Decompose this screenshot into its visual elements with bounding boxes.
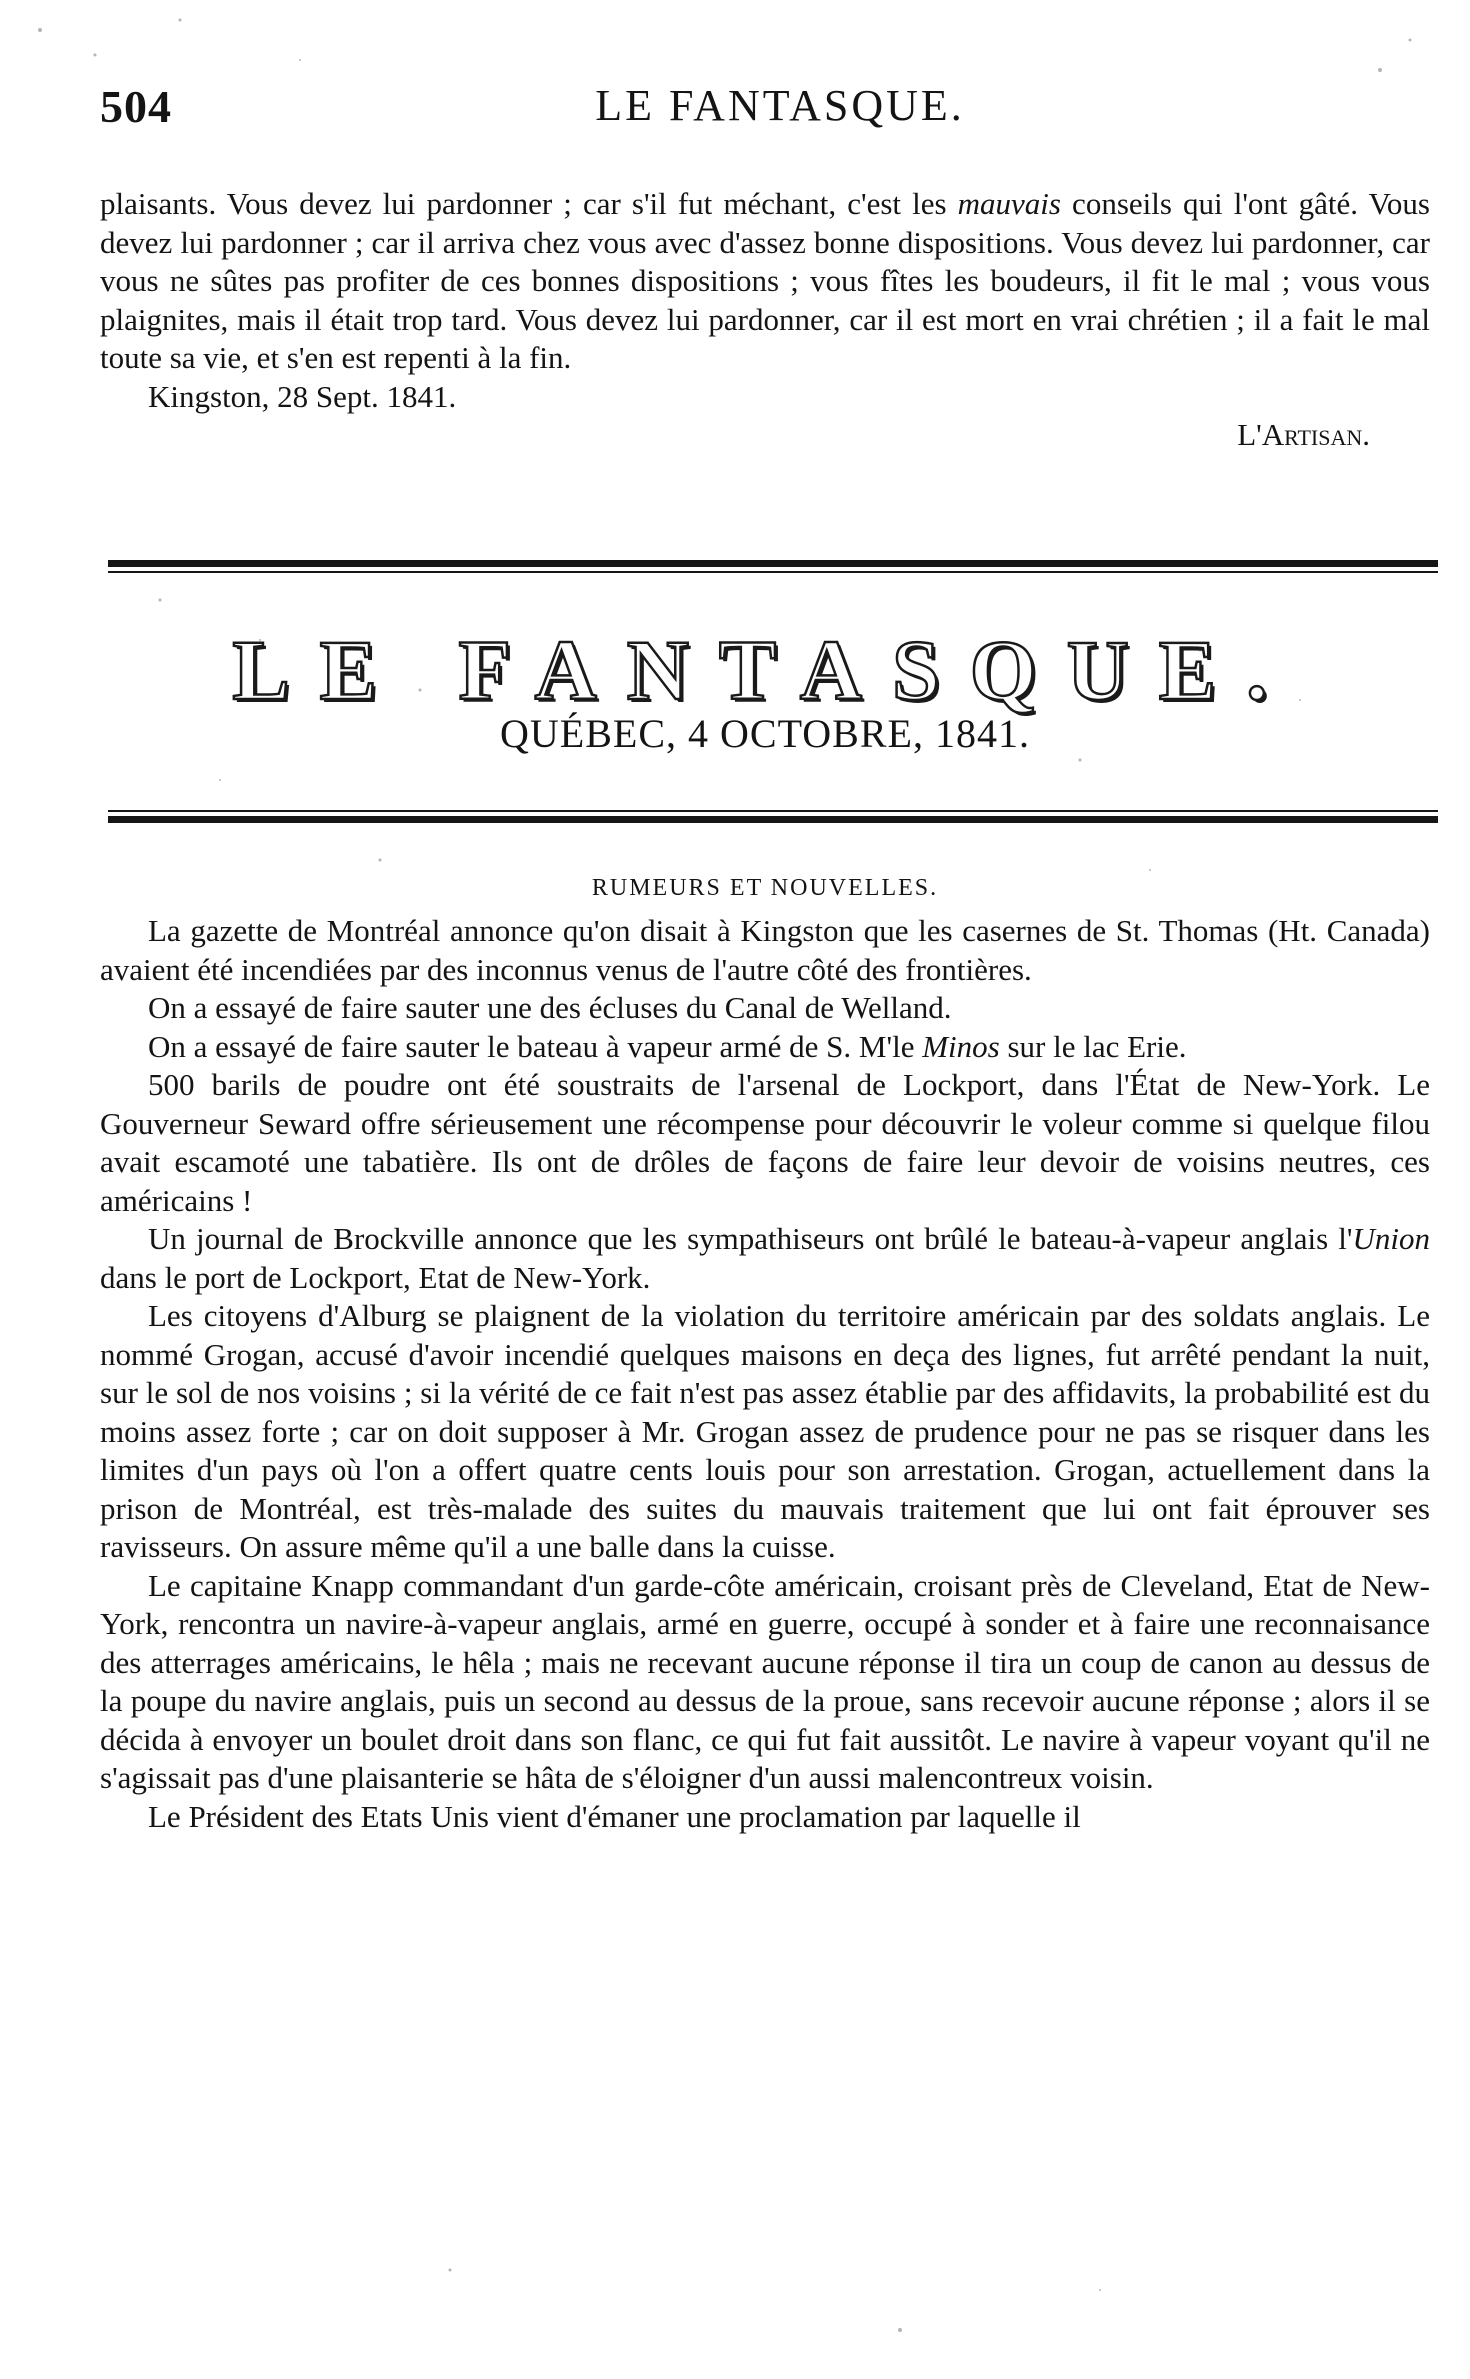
- news-column: [100, 912, 1430, 1836]
- thick-rule-top: [108, 560, 1438, 567]
- masthead-title: LE FANTASQUE.: [232, 622, 1298, 718]
- news-text-part: sur le lac Erie.: [999, 1028, 1187, 1064]
- news-item: 500 barils de poudre ont été soustraits de l'arsenal de Lockport, dans l'État de New-York. Le Gouverneur Seward offre sérieusement une récompense pour découvrir le voleur comme si quelque filou avait escamoté une tabatière. Ils ont de drôles de façons de faire leur devoir de voisins neutres, ces américains !: [100, 1067, 1430, 1218]
- letter-paragraph: [100, 185, 1430, 378]
- page-number: 504: [100, 81, 172, 132]
- letter-italic-word: mauvais: [957, 186, 1061, 221]
- letter-text-part: conseils qui l'ont gâté. Vous devez lui pardonner ; car il arriva chez vous avec d'assez bonne dispositions. Vous devez lui pardonner, car vous ne sûtes pas profiter de ces bonnes dispositions ; vous fîtes les boudeurs, il fit le mal ; vous vous plaignites, mais il était trop tard. Vous devez lui pardonner, car il est mort en vrai chrétien ; il a fait le mal toute sa vie, et s'en est repenti à la fin.: [100, 186, 1430, 375]
- section-heading: RUMEURS ET NOUVELLES.: [591, 875, 939, 901]
- ship-name: Union: [1352, 1221, 1430, 1256]
- letter-continuation: [100, 185, 1430, 455]
- news-item: On a essayé de faire sauter une des écluses du Canal de Welland.: [148, 990, 952, 1025]
- news-item: Les citoyens d'Alburg se plaignent de la violation du territoire américain par des soldats anglais. Le nommé Grogan, accusé d'avoir incendié quelques maisons en deça des lignes, fut arrêté pendant la nuit, sur le sol de nos voisins ; si la vérité de ce fait n'est pas assez établie par des affidavits, la probabilité est du moins assez forte ; car on doit supposer à Mr. Grogan assez de prudence pour ne pas se risquer dans les limites d'un pays où l'on a offert quatre cents louis pour son arrestation. Grogan, actuellement dans la prison de Montréal, est très-malade des suites du mauvais traitement que lui ont fait éprouver ses ravisseurs. On assure même qu'il a une balle dans la cuisse.: [100, 1298, 1430, 1564]
- thin-rule-bottom: [108, 810, 1438, 812]
- news-item: [100, 1028, 1430, 1067]
- letter-signature: L'Artisan.: [1237, 417, 1370, 452]
- news-text-part: On a essayé de faire sauter le bateau à vapeur armé de S. M'le: [148, 1028, 923, 1064]
- news-item: [100, 1220, 1430, 1297]
- running-title: LE FANTASQUE.: [595, 81, 965, 130]
- running-head: [92, 80, 1378, 140]
- ship-name: Minos: [922, 1028, 1000, 1064]
- letter-dateline: Kingston, 28 Sept. 1841.: [148, 378, 457, 414]
- masthead-dateline: QUÉBEC, 4 OCTOBRE, 1841.: [500, 711, 1030, 756]
- news-item: Le Président des Etats Unis vient d'émaner une proclamation par laquelle il: [148, 1798, 1081, 1834]
- news-text-part: Un journal de Brockville annonce que les sympathiseurs ont brûlé le bateau-à-vapeur anglais l': [148, 1221, 1353, 1256]
- thin-rule-top: [108, 571, 1438, 573]
- news-item: Le capitaine Knapp commandant d'un garde-côte américain, croisant près de Cleveland, Etat de New-York, rencontra un navire-à-vapeur anglais, armé en guerre, occupé à sonder et à faire une reconnaisance des atterrages américains, le hêla ; mais ne recevant aucune réponse il tira un coup de canon au dessus de la poupe du navire anglais, puis un second au dessus de la proue, sans recevoir aucune réponse ; alors il se décida à envoyer un boulet droit dans son flanc, ce qui fut fait aussitôt. Le navire à vapeur voyant qu'il ne s'agissait pas d'une plaisanterie se hâta de s'éloigner d'un aussi malencontreux voisin.: [100, 1567, 1430, 1795]
- thick-rule-bottom: [108, 816, 1438, 823]
- news-text-part: dans le port de Lockport, Etat de New-York.: [100, 1259, 651, 1295]
- news-item: La gazette de Montréal annonce qu'on disait à Kingston que les casernes de St. Thomas (Ht. Canada) avaient été incendiées par des inconnus venus de l'autre côté des frontières.: [100, 913, 1430, 987]
- letter-text-part: plaisants. Vous devez lui pardonner ; car s'il fut méchant, c'est les: [100, 186, 958, 221]
